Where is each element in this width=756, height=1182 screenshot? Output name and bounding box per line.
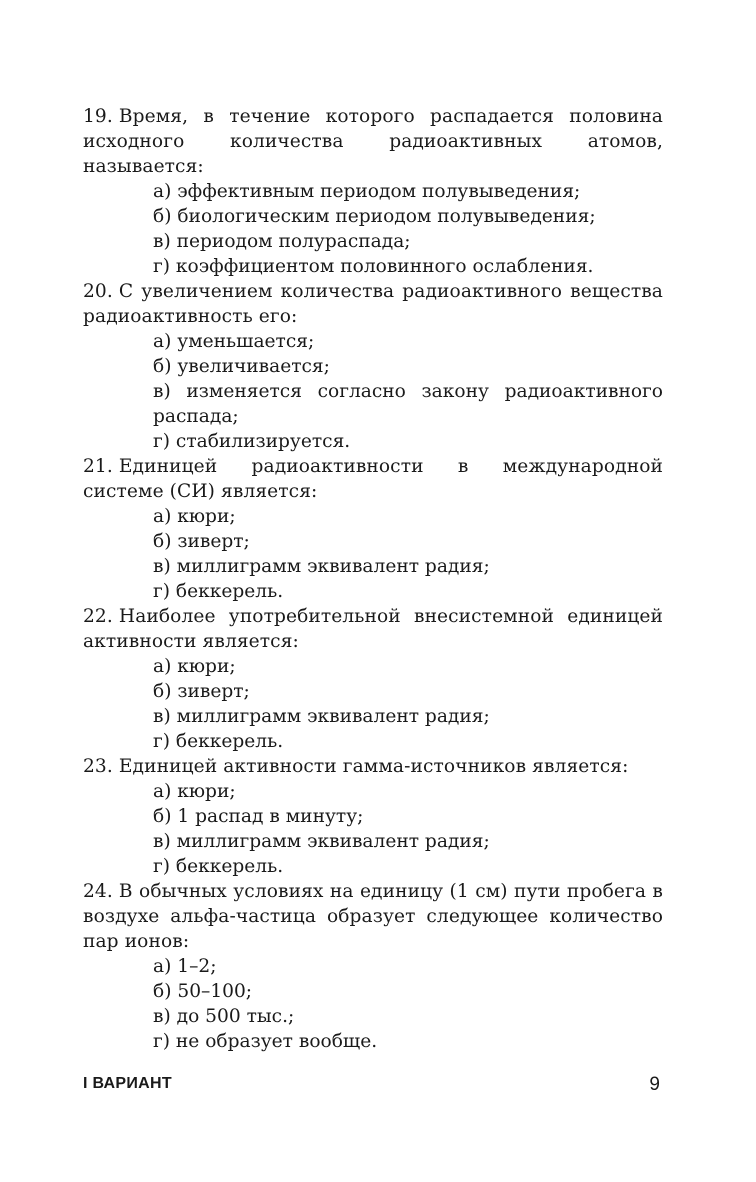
answer-option: б) биологическим периодом полувыведения; — [153, 206, 596, 227]
question-body: В обычных условиях на единицу (1 см) пути пробега в воздухе альфа-частица образует следующее количество пар ионов: — [83, 881, 663, 952]
question-body: Наиболее употребительной внесистемной единицей активности является: — [83, 606, 663, 652]
answer-option: г) не образует вообще. — [153, 1031, 378, 1052]
answer-option: а) уменьшается; — [153, 331, 315, 352]
answer-option: в) изменяется согласно закону радиоактивного распада; — [153, 381, 663, 427]
question-21 — [83, 454, 663, 604]
answer-options — [83, 954, 663, 1054]
question-text — [83, 754, 663, 779]
question-body: Время, в течение которого распадается половина исходного количества радиоактивных атомов, называется: — [83, 106, 663, 177]
question-24 — [83, 879, 663, 1054]
answer-option: а) эффективным периодом полувыведения; — [153, 181, 581, 202]
question-20 — [83, 279, 663, 454]
answer-option: в) до 500 тыс.; — [153, 1006, 295, 1027]
answer-option: б) зиверт; — [153, 531, 250, 552]
question-19 — [83, 104, 663, 279]
answer-option: б) зиверт; — [153, 681, 250, 702]
question-text — [83, 279, 663, 329]
answer-options — [83, 329, 663, 454]
answer-option: г) коэффициентом половинного ослабления. — [153, 256, 594, 277]
question-22 — [83, 604, 663, 754]
answer-option: г) стабилизируется. — [153, 431, 351, 452]
answer-option: в) миллиграмм эквивалент радия; — [153, 706, 490, 727]
question-text — [83, 879, 663, 954]
question-body: С увеличением количества радиоактивного вещества радиоактивность его: — [83, 281, 663, 327]
question-number: 22. — [83, 606, 113, 627]
question-number: 24. — [83, 881, 113, 902]
question-number: 21. — [83, 456, 113, 477]
answer-option: г) беккерель. — [153, 856, 284, 877]
answer-option: б) 50–100; — [153, 981, 253, 1002]
answer-options — [83, 504, 663, 604]
answer-option: а) кюри; — [153, 781, 236, 802]
answer-option: в) миллиграмм эквивалент радия; — [153, 831, 490, 852]
question-body: Единицей радиоактивности в международной системе (СИ) является: — [83, 456, 663, 502]
section-label: I ВАРИАНТ — [83, 1075, 172, 1092]
answer-option: б) 1 распад в минуту; — [153, 806, 364, 827]
question-number: 20. — [83, 281, 113, 302]
answer-option: а) кюри; — [153, 656, 236, 677]
question-number: 19. — [83, 106, 113, 127]
question-23 — [83, 754, 663, 879]
answer-option: а) кюри; — [153, 506, 236, 527]
answer-options — [83, 779, 663, 879]
page-number: 9 — [649, 1074, 660, 1095]
answer-options — [83, 179, 663, 279]
question-text — [83, 604, 663, 654]
answer-option: в) миллиграмм эквивалент радия; — [153, 556, 490, 577]
answer-options — [83, 654, 663, 754]
question-list — [83, 104, 663, 1054]
answer-option: в) периодом полураспада; — [153, 231, 411, 252]
question-number: 23. — [83, 756, 113, 777]
question-text — [83, 104, 663, 179]
question-text — [83, 454, 663, 504]
answer-option: а) 1–2; — [153, 956, 217, 977]
answer-option: г) беккерель. — [153, 731, 284, 752]
answer-option: г) беккерель. — [153, 581, 284, 602]
answer-option: б) увеличивается; — [153, 356, 330, 377]
question-body: Единицей активности гамма-источников является: — [118, 756, 629, 777]
